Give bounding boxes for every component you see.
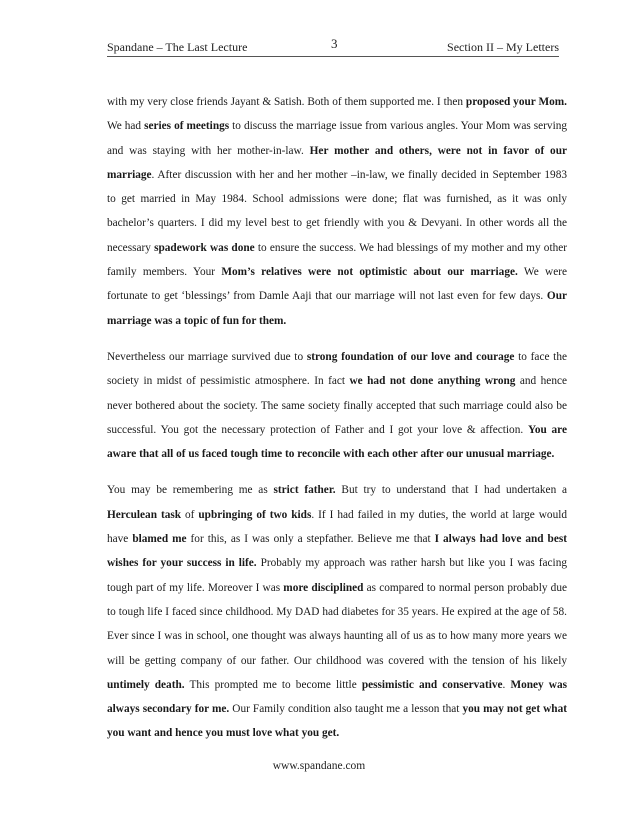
emphasis-text: pessimistic and conservative: [361, 678, 503, 691]
emphasis-text: we had not done anything wrong: [349, 375, 516, 388]
emphasis-text: You are aware that all of us faced tough time to reconcile with each other after our unusual marriage.: [107, 423, 568, 461]
emphasis-text: untimely death.: [107, 678, 185, 691]
body-text: You may be remembering me as: [107, 484, 274, 497]
body-text: . After discussion with her and her mother –in-law, we finally decided in September 1983 to get married in May 1984. School admissions were done; flat was furnished, as it was only bachelor’s quarters. I did my level best to get friendly with you & Devyani. In other words all the necessary: [107, 168, 567, 254]
footer-url[interactable]: www.spandane.com: [272, 760, 366, 772]
emphasis-text: Her mother and others, were not in favor of our marriage: [107, 144, 567, 181]
header-page-number: 3: [331, 36, 338, 51]
body-text: for this, as I was only a stepfather. Believe me that: [186, 533, 435, 546]
body-text: . If I had failed in my duties, the world at large would have: [107, 508, 567, 546]
emphasis-text: Our marriage was a topic of fun for them.: [107, 290, 567, 327]
emphasis-text: Herculean task: [107, 508, 182, 521]
emphasis-text: spadework was done: [154, 241, 255, 254]
body-text: We had: [107, 120, 145, 133]
header-rule: [107, 56, 559, 57]
emphasis-text: strict father.: [273, 484, 336, 497]
header-section-title: Section II – My Letters: [447, 40, 559, 54]
emphasis-text: I always had love and best wishes for your success in life.: [107, 533, 567, 570]
body-text: and hence never bothered about the society. The same society finally accepted that such marriage could also be successful. You got the necessary protection of Father and I got your love & affection.: [107, 375, 567, 436]
emphasis-text: Mom’s relatives were not optimistic about our marriage.: [221, 266, 518, 279]
emphasis-text: strong foundation of our love and courage: [306, 350, 515, 363]
emphasis-text: proposed your Mom.: [465, 96, 567, 108]
emphasis-text: Money was always secondary for me.: [107, 678, 567, 716]
emphasis-text: more disciplined: [283, 581, 364, 594]
body-text: .: [502, 678, 511, 691]
body-text: of: [181, 508, 199, 521]
paragraph-2: [107, 345, 567, 466]
body-text: to discuss the marriage issue from various angles. Your Mom was serving and was staying with her mother-in-law.: [107, 120, 568, 157]
emphasis-text: you may not get what you want and hence you must love what you get.: [107, 703, 567, 740]
body-text: This prompted me to become little: [184, 678, 362, 691]
letter-body: [107, 90, 567, 758]
body-text: Our Family condition also taught me a lesson that: [229, 703, 463, 716]
body-text: But try to understand that I had undertaken a: [335, 484, 568, 497]
body-text: as compared to normal person probably due to tough life I faced since childhood. My DAD had diabetes for 35 years. He expired at the age of 58. Ever since I was in school, one thought was always haunting all of us as to how many more years we will be getting company of our father. Our childhood was covered with the tension of his likely: [107, 581, 567, 667]
emphasis-text: series of meetings: [144, 120, 230, 133]
paragraph-1: [107, 90, 567, 333]
body-text: to ensure the success. We had blessings of my mother and my other family members. Your: [107, 241, 568, 279]
paragraph-3: [107, 478, 567, 745]
emphasis-text: upbringing of two kids: [198, 508, 312, 521]
body-text: with my very close friends Jayant & Satish. Both of them supported me. I then: [107, 96, 466, 108]
header-book-title: Spandane – The Last Lecture: [107, 40, 248, 54]
emphasis-text: blamed me: [132, 533, 187, 546]
body-text: to face the society in midst of pessimistic atmosphere. In fact: [107, 350, 567, 388]
page-header: [107, 36, 559, 58]
body-text: We were fortunate to get ‘blessings’ from Damle Aaji that our marriage will not last even for few days.: [107, 266, 567, 303]
body-text: Probably my approach was rather harsh but like you I was facing tough part of my life. Moreover I was: [107, 557, 567, 594]
body-text: Nevertheless our marriage survived due to: [107, 350, 307, 363]
